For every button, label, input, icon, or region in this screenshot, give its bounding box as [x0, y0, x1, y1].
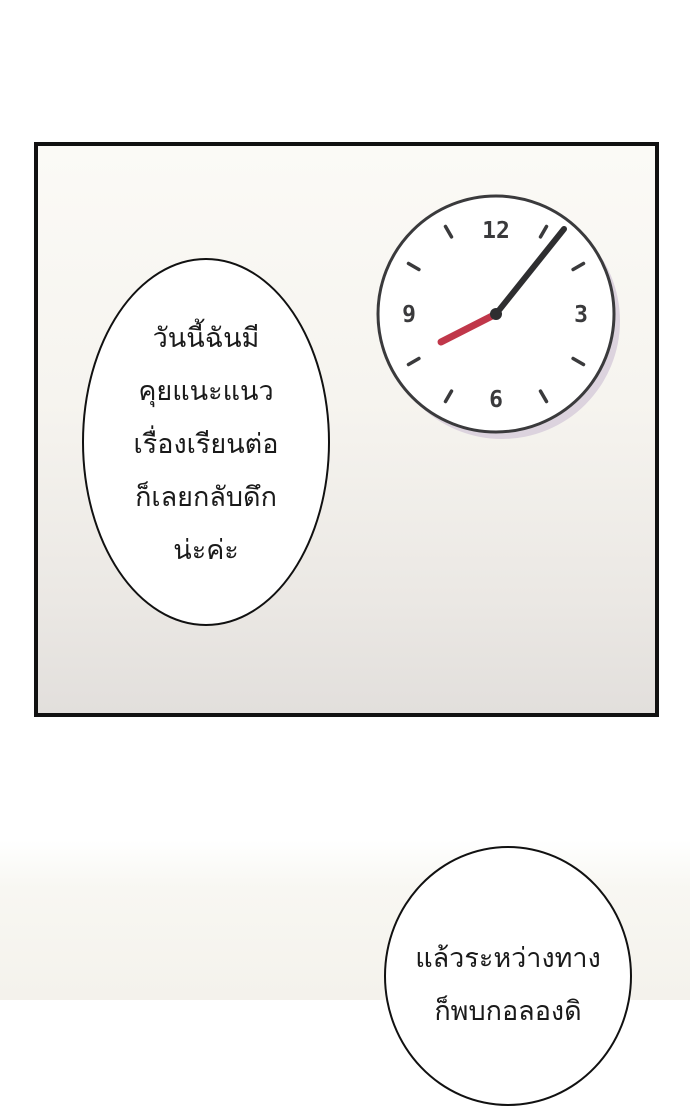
clock-numeral-3: 3 — [574, 302, 588, 328]
speech-bubble-lower-text — [400, 932, 616, 1038]
speech-line: แล้วระหว่างทาง — [415, 943, 601, 974]
speech-line: น่ะค่ะ — [173, 535, 239, 566]
speech-line: เรื่องเรียนต่อ — [133, 429, 279, 460]
speech-line: ก็พบกอลองดิ — [434, 996, 582, 1027]
speech-line: วันนี้ฉันมี — [152, 323, 260, 354]
speech-line: ก็เลยกลับดึก — [135, 482, 277, 513]
clock-center-pin — [490, 308, 502, 320]
wall-clock — [375, 193, 625, 443]
speech-line: คุยแนะแนว — [138, 376, 274, 407]
clock-numeral-9: 9 — [402, 302, 416, 328]
clock-numeral-6: 6 — [489, 387, 503, 413]
speech-bubble-text — [112, 312, 300, 577]
clock-numeral-12: 12 — [482, 218, 510, 244]
